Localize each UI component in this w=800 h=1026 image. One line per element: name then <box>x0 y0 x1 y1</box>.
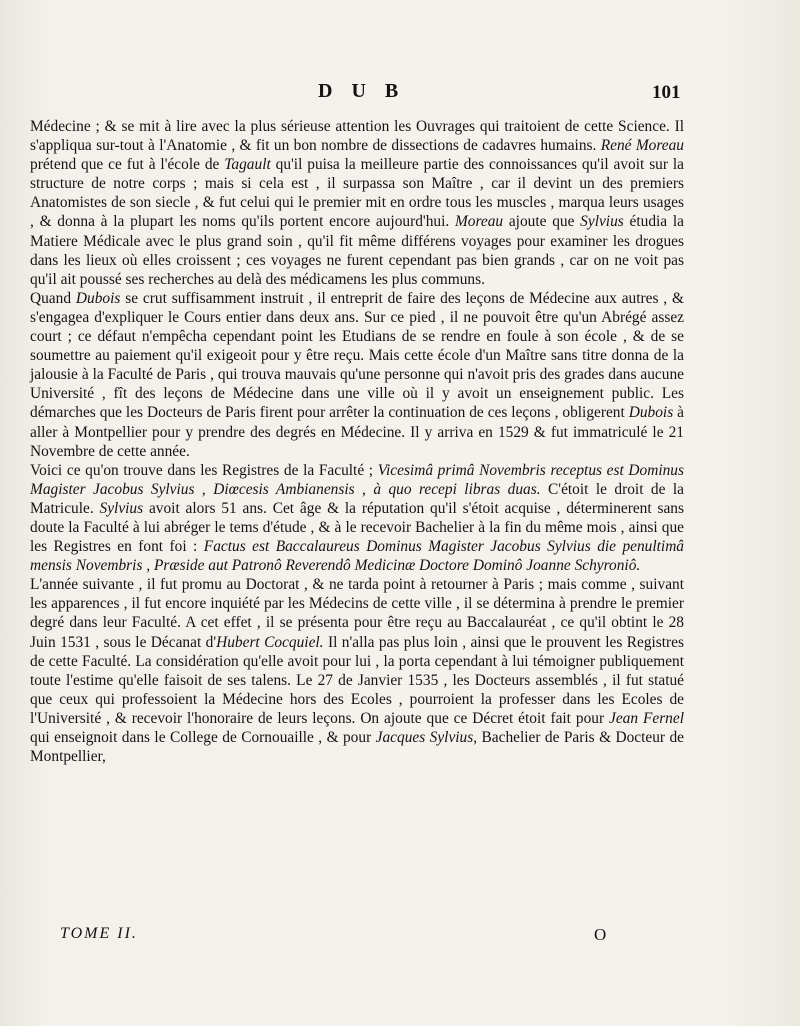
italic-run: Sylvius <box>580 213 624 231</box>
page-number: 101 <box>652 82 681 103</box>
text-run: qui enseignoit dans le College de Cornouaille , & pour <box>30 729 376 746</box>
page-header <box>0 80 800 106</box>
text-run: C'étoit le droit de la Matricule. <box>30 480 684 517</box>
body-text <box>30 117 684 766</box>
text-run: étudia la Matiere Médicale avec le plus grand soin , qu'il fit même différens voyages pour examiner les drogues dans les lieux où elles croissent ; ces voyages ne furent cependant pas bien grands , car on ne voit pas qu'il ait poussé ses recherches au delà des médicamens les plus communs. <box>30 213 684 288</box>
text-run: prétend que ce fut à l'école de <box>30 156 225 174</box>
italic-run: Dubois <box>628 404 674 422</box>
italic-run: René Moreau <box>600 137 684 155</box>
text-run: Médecine ; & se mit à lire avec la plus sérieuse attention les Ouvrages qui traitoient de cette Science. Il s'appliqua sur-tout à l'Anatomie , & fit un bon nombre de dissections de cadavres humains. <box>30 118 684 155</box>
text-run: Voici ce qu'on trouve dans les Registres de la Faculté ; <box>30 461 378 479</box>
italic-run: Tagault <box>224 156 271 174</box>
italic-run: Hubert Cocquiel. <box>216 633 324 651</box>
text-run: ajoute que <box>503 213 581 231</box>
italic-run: Jean Fernel <box>609 709 684 727</box>
text-run: avoit alors 51 ans. Cet âge & la réputation qu'il s'étoit acquise , déterminerent sans doute la Faculté à lui abréger le tems d'étude , & à le recevoir Bachelier à la fin du même mois , ainsi que les Registres en font foi : <box>30 499 684 556</box>
paragraph-1 <box>30 117 684 289</box>
italic-run: Dubois <box>75 289 121 307</box>
text-run: Quand <box>30 289 76 307</box>
italic-run: Vicesimâ primâ Novembris receptus est Dominus Magister Jacobus Sylvius , Diœcesis Ambianensis , à quo recepi libras duas. <box>30 461 684 498</box>
paragraph-3 <box>30 461 684 576</box>
page-footer <box>0 925 800 949</box>
italic-run: Sylvius <box>99 499 144 517</box>
paragraph-4 <box>30 575 684 766</box>
italic-run: Jacques Sylvius <box>375 729 474 746</box>
italic-run: Factus est Baccalaureus Dominus Magister Jacobus Sylvius die penultimâ mensis Novembris , Præside aut Patronô Reverendô Medicinæ Doctore Dominô Joanne Schyroniô. <box>30 538 685 575</box>
text-run: Il n'alla pas plus loin , ainsi que le prouvent les Registres de cette Faculté. La considération qu'elle avoit pour lui , la porta cependant à lui témoigner publiquement toute l'estime qu'elle faisoit de ses talens. Le 27 de Janvier 1535 , les Docteurs assemblés , il fut statué que ceux qui professoient la Médecine hors des Ecoles , pourroient la professer dans les Ecoles de l'Université , & recevoir l'honoraire de leurs leçons. On ajoute que ce Décret étoit fait pour <box>30 633 684 727</box>
text-run: se crut suffisamment instruit , il entreprit de faire des leçons de Médecine aux autres , & s'engagea d'expliquer le Cours entier dans deux ans. Sur ce pied , il ne pouvoit être qu'un Abrégé assez court ; ce défaut n'empêcha cependant point les Etudians de se rendre en foule à son école , & de se soumettre au paiement qu'il exigeoit pour y être reçu. Mais cette école d'un Maître sans titre donna de la jalousie à la Faculté de Paris , qui trouva mauvais qu'une personne qui n'avoit pris des grades dans aucune Université , fît des leçons de Médecine dans une ville où il y avoit un enseignement public. Les démarches que les Docteurs de Paris firent pour arrêter la continuation de ces leçons , obligerent <box>30 289 684 422</box>
text-run: à aller à Montpellier pour y prendre des degrés en Médecine. Il y arriva en 1529 & fut immatriculé le 21 Novembre de cette année. <box>30 404 684 460</box>
text-run: L'année suivante , il fut promu au Doctorat , & ne tarda point à retourner à Paris ; mais comme , suivant les apparences , il fut encore inquiété par les Médecins de cette ville , il se détermina à prendre le premier degré dans leur Faculté. A cet effet , il se présenta pour être reçu au Baccalauréat , ce qu'il obtint le 28 Juin 1531 , sous le Décanat d' <box>30 576 684 651</box>
signature-mark: O <box>594 925 607 944</box>
volume-label: TOME II. <box>60 925 138 942</box>
text-run: qu'il puisa la meilleure partie des connoissances qu'il avoit sur la structure de notre corps ; mais si cela est , il surpassa son Maître , car il devint un des premiers Anatomistes de son siecle , & fut celui qui le premier mit en ordre tous les muscles , marqua leurs usages , & donna à la plupart les noms qu'ils portent encore aujourd'hui. <box>30 156 685 231</box>
paragraph-2 <box>30 289 684 461</box>
text-run: , Bachelier de Paris & Docteur de Montpellier, <box>30 729 684 766</box>
running-head: D U B <box>318 80 406 102</box>
italic-run: Moreau <box>454 213 504 231</box>
